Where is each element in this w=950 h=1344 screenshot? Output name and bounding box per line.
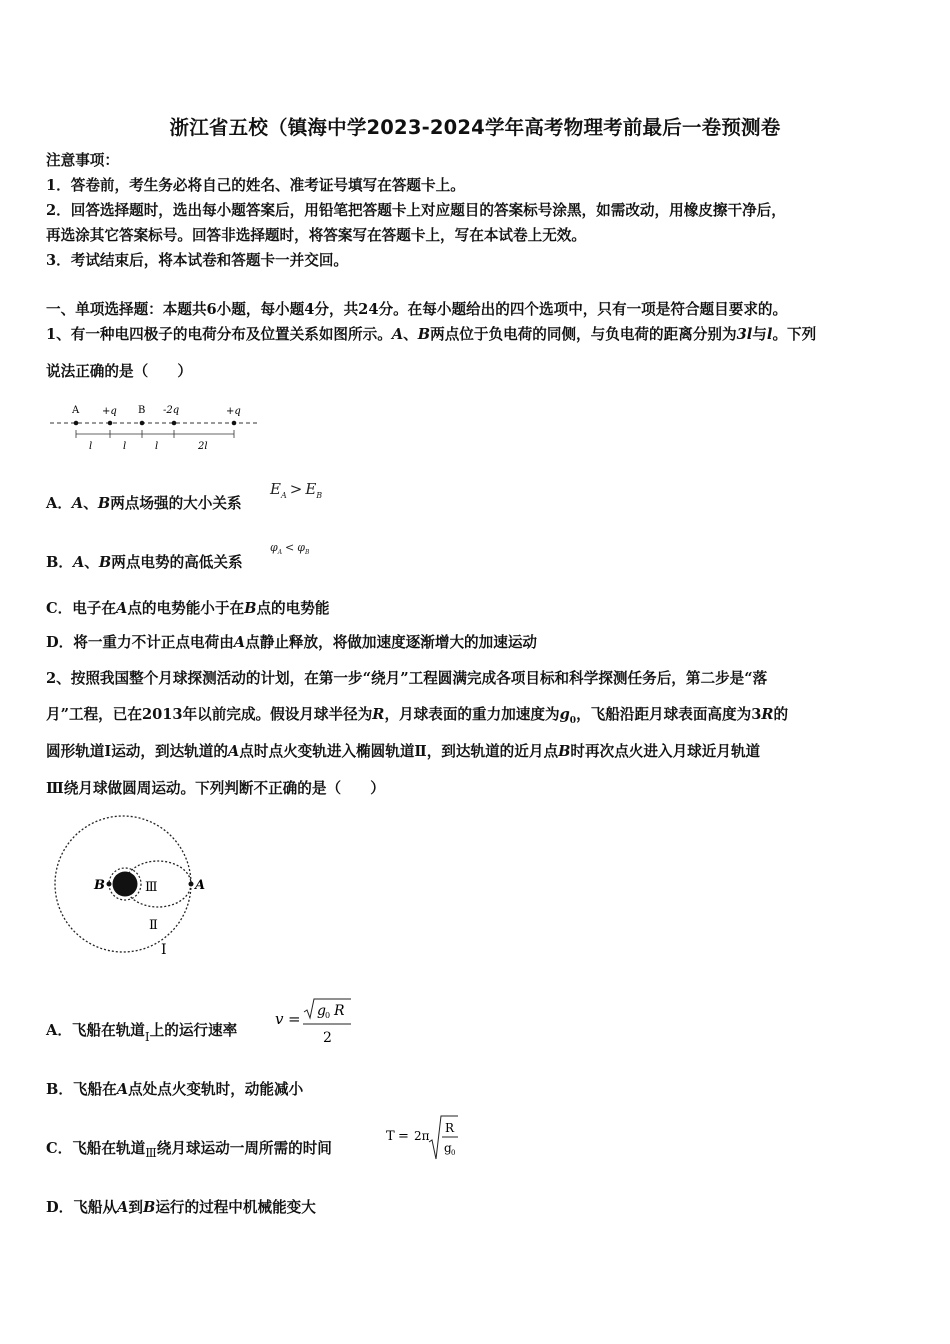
formula-g: g	[444, 1141, 452, 1155]
q1-stem-line1: 1、有一种电四极子的电荷分布及位置关系如图所示。A、B两点位于负电荷的同侧，与负电荷的距离分别为3l与l。下列	[46, 326, 817, 343]
formula-equals: =	[288, 1010, 301, 1028]
spacing-label: l	[123, 441, 127, 452]
label-i: Ⅰ	[161, 942, 167, 958]
label-a: A	[72, 405, 80, 416]
point-b	[107, 882, 112, 887]
label-iii: Ⅲ	[145, 880, 158, 895]
spacing-label: l	[155, 441, 159, 452]
notice-item: 1．答卷前，考生务必将自己的姓名、准考证号填写在答题卡上。	[46, 177, 465, 194]
formula-r: R	[334, 1003, 345, 1019]
label-plus-q-1: +q	[102, 406, 117, 417]
notice-item: 再选涂其它答案标号。回答非选择题时，将答案写在答题卡上，写在本试卷上无效。	[46, 227, 586, 244]
q1-option-d: D．将一重力不计正点电荷由A点静止释放，将做加速度逐渐增大的加速运动	[46, 634, 538, 651]
charge-minus-2q	[172, 421, 177, 426]
formula-2pi: 2π	[414, 1129, 430, 1143]
q2-option-a: A．飞船在轨道$_Ⅰ$上的运行速率	[46, 1022, 238, 1044]
notice-heading: 注意事项：	[46, 152, 119, 169]
q2-option-c-formula	[384, 1112, 464, 1164]
spacing-label: l	[89, 441, 93, 452]
point-a	[74, 421, 79, 426]
label-b: B	[138, 405, 146, 416]
q2-stem-line1: 2、按照我国整个月球探测活动的计划，在第一步“绕月”工程圆满完成各项目标和科学探测任务后，第二步是“落	[46, 670, 768, 687]
notice-item: 2．回答选择题时，选出每小题答案后，用铅笔把答题卡上对应题目的答案标号涂黑，如需改动，用橡皮擦干净后，	[46, 202, 786, 219]
q1-stem-line2: 说法正确的是（ ）	[46, 363, 192, 380]
charge-plus-q-2	[232, 421, 237, 426]
q1-option-c: C．电子在A点的电势能小于在B点的电势能	[46, 600, 330, 617]
formula-v: v	[275, 1010, 284, 1028]
q2-stem-line3: 圆形轨道Ⅰ运动，到达轨道的A点时点火变轨进入椭圆轨道Ⅱ，到达轨道的近月点B时再次点火进入月球近月轨道	[46, 743, 761, 760]
q2-stem-line4: Ⅲ绕月球做圆周运动。下列判断不正确的是（ ）	[46, 780, 385, 797]
label-minus-2q: -2q	[163, 405, 180, 416]
formula-denominator: 2	[323, 1030, 332, 1046]
formula-r: R	[445, 1121, 455, 1135]
formula-t: T	[386, 1129, 395, 1144]
formula-g: g	[317, 1003, 326, 1019]
notice-item: 3．考试结束后，将本试卷和答题卡一并交回。	[46, 252, 349, 269]
charge-plus-q-1	[108, 421, 113, 426]
page-title: 浙江省五校（镇海中学2023-2024学年高考物理考前最后一卷预测卷	[169, 116, 781, 139]
section-heading: 一、单项选择题：本题共6小题，每小题4分，共24分。在每小题给出的四个选项中，只有一项是符合题目要求的。	[46, 301, 788, 318]
q1-option-b: B．A、B两点电势的高低关系	[46, 554, 243, 571]
q1-charge-diagram	[46, 398, 266, 454]
formula-equals: =	[398, 1129, 409, 1144]
q2-orbit-diagram	[48, 812, 218, 962]
point-a	[189, 882, 194, 887]
spacing-label: 2l	[198, 441, 208, 452]
q1-option-a: A．A、B两点场强的大小关系	[46, 495, 242, 512]
formula-g-sub: 0	[325, 1011, 331, 1020]
q2-option-b: B．飞船在A点处点火变轨时，动能减小	[46, 1081, 304, 1098]
q1-option-a-formula: $E_A > E_B$	[270, 480, 323, 500]
formula-g-sub: 0	[451, 1149, 456, 1157]
label-b: B	[94, 878, 105, 893]
label-a: A	[195, 878, 206, 893]
label-plus-q-2: +q	[226, 406, 241, 417]
q1-option-b-formula: $\varphi_A < \varphi_B$	[270, 541, 310, 557]
q2-option-c: C．飞船在轨道$_Ⅲ$绕月球运动一周所需的时间	[46, 1140, 332, 1160]
q2-stem-line2: 月”工程，已在2013年以前完成。假设月球半径为R，月球表面的重力加速度为$g_0$，飞船沿距月球表面高度为3R的	[46, 706, 789, 726]
label-ii: Ⅱ	[149, 918, 158, 933]
q2-option-a-formula	[272, 996, 354, 1048]
moon	[113, 872, 138, 897]
q2-option-d: D．飞船从A到B运行的过程中机械能变大	[46, 1199, 316, 1216]
point-b	[140, 421, 145, 426]
